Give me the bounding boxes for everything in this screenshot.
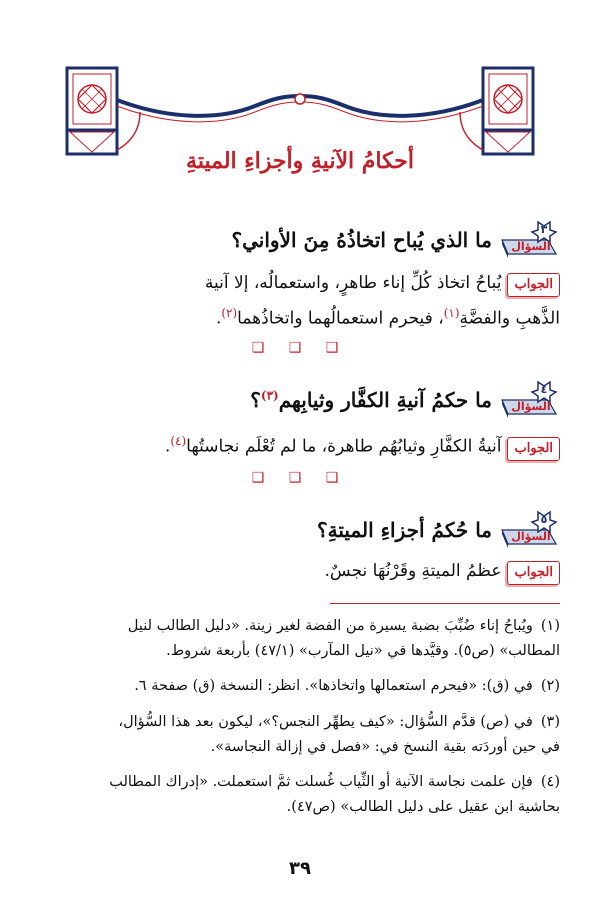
question-text: ما حُكمُ أجزاءِ الميتةِ؟	[317, 518, 492, 542]
footnote-text: في حين أوردَته بقية النسخ في: «فصل في إزالة النجاسة».	[210, 739, 560, 755]
answer-line: الذَّهبِ والفضَّةِ	[459, 308, 560, 329]
question-text-main: ما حكمُ آنيةِ الكفَّار وثيابِهم	[278, 388, 492, 412]
answer-label: الجواب	[507, 273, 560, 297]
answer-5	[40, 556, 560, 586]
question-number: ٣	[540, 223, 548, 236]
question-4	[40, 378, 560, 422]
footnote-number: (٤)	[540, 774, 560, 790]
right-ornament-tile	[483, 68, 533, 154]
footnote-ref: (٣)	[260, 388, 279, 403]
separator: ❑ ❑ ❑	[251, 340, 349, 356]
answer-end: .	[164, 436, 171, 457]
question-badge-label: السؤال	[511, 240, 551, 253]
footnote-number: (٣)	[540, 714, 560, 730]
page-title: أحكامُ الآنيةِ وأجزاءِ الميتةِ	[186, 148, 414, 174]
footnote-ref: (٢)	[221, 306, 238, 320]
answer-3	[40, 268, 560, 334]
question-number: ٥	[540, 513, 548, 526]
footnote-3	[30, 710, 560, 760]
footnote-text: في (ص) قدَّم السُّؤال: «كيف يطهِّر النجس؟»، ليكون بعد هذا السُّؤال،	[118, 714, 533, 730]
left-ornament-tile	[67, 68, 117, 154]
answer-line: ، فيحرم استعمالُهما واتخاذُهما	[237, 308, 444, 329]
answer-4	[40, 426, 560, 462]
page-number: ٣٩	[289, 858, 311, 879]
answer-label: الجواب	[507, 561, 560, 585]
question-3	[40, 218, 560, 262]
question-end: ؟	[250, 388, 261, 412]
question-text	[250, 388, 492, 412]
question-badge-label: السؤال	[511, 400, 551, 413]
answer-line: عظمُ الميتةِ وقَرْنُهَا نجسٌ.	[324, 561, 502, 581]
question-5	[40, 508, 560, 552]
footnote-number: (٢)	[540, 678, 560, 694]
footnote-text: المطالب» (ص٥). وقيَّدها في «نيل المآرب» (٤٧/١) بأربعة شروط.	[166, 643, 560, 659]
question-badge-label: السؤال	[511, 530, 551, 543]
answer-label: الجواب	[507, 437, 560, 461]
header-ornament	[0, 0, 600, 170]
footnote-4	[30, 770, 560, 820]
answer-end: .	[215, 308, 222, 329]
question-badge	[498, 508, 560, 552]
footnote-text: بحاشية ابن عقيل على دليل الطالب» (ص٤٧).	[286, 799, 560, 815]
footnote-1	[30, 614, 560, 664]
footnote-text: ويُباحُ إناء ضُبِّبَ بضبة يسيرة من الفضة لغير زينة. «دليل الطالب لنيل	[127, 618, 533, 634]
footnote-ref: (١)	[443, 306, 460, 320]
footnote-text: فإن علمت نجاسة الآنية أو الثِّياب غُسلت ثمَّ استعملت. «إدراك المطالب	[109, 774, 533, 790]
footnote-2	[30, 674, 560, 699]
footnote-ref: (٤)	[170, 434, 187, 448]
question-text: ما الذي يُباح اتخاذُهُ مِنَ الأواني؟	[231, 228, 492, 252]
footnote-text: في (ق): «فيحرم استعمالها واتخاذها». انظر: النسخة (ق) صفحة ٦.	[134, 678, 533, 694]
question-badge	[498, 378, 560, 422]
question-number: ٤	[540, 383, 548, 396]
footnote-number: (١)	[540, 618, 560, 634]
footnote-rule	[330, 603, 560, 604]
question-badge	[498, 218, 560, 262]
answer-line: آنيةُ الكفَّارِ وثيابُهُم طاهرة، ما لم تُعْلَم نجاستُها	[186, 436, 502, 457]
separator: ❑ ❑ ❑	[251, 470, 349, 486]
answer-line: يُباحُ اتخاذ كُلِّ إناء طاهرٍ، واستعمالُه، إلا آنية	[204, 273, 502, 293]
